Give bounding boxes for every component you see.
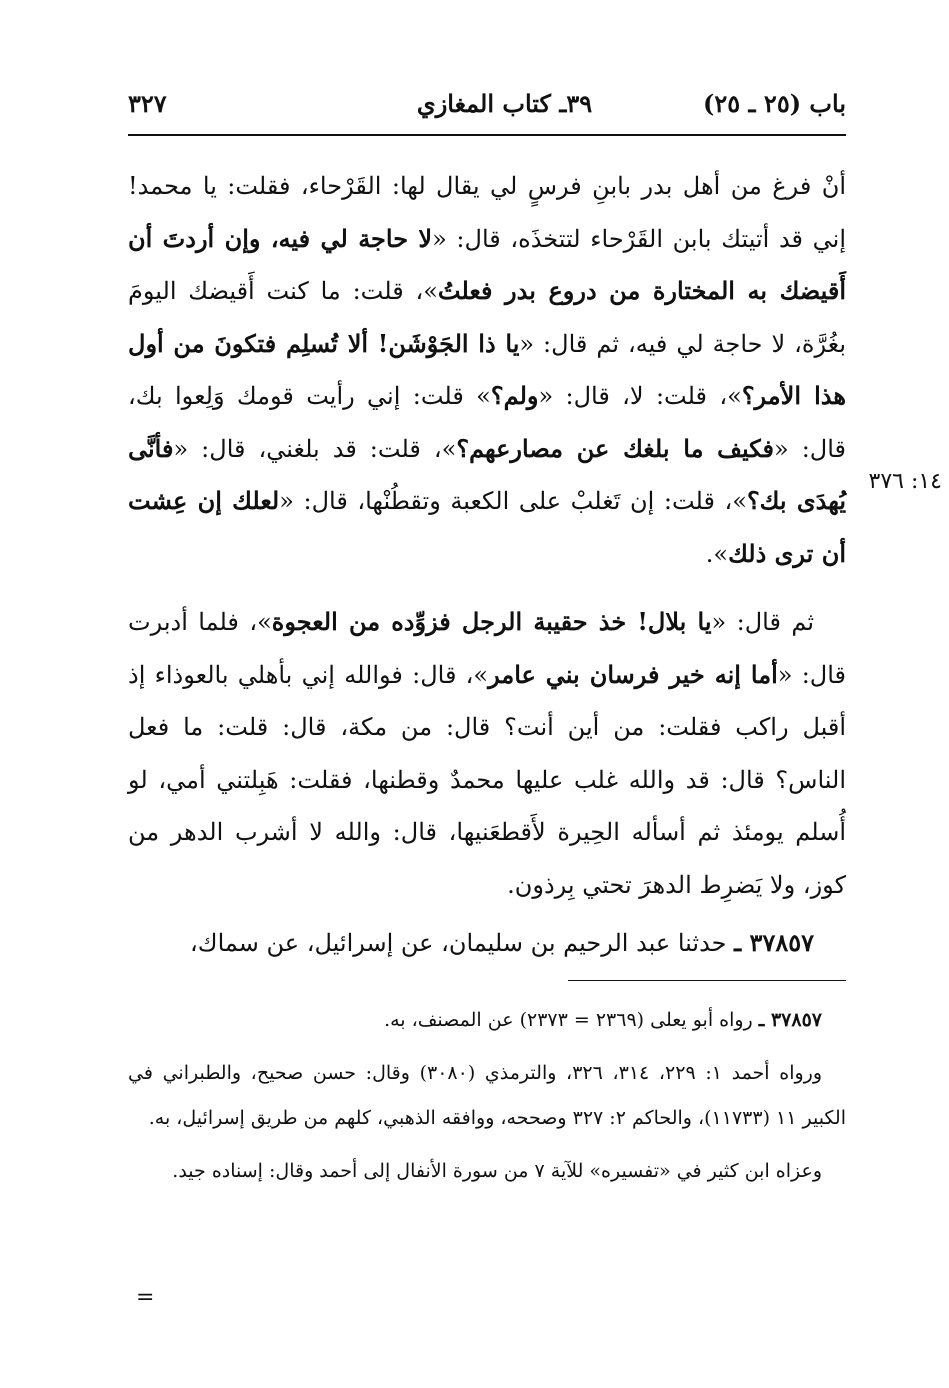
text-run: رواه أبو يعلى (٢٣٦٩ = ٢٣٧٣) عن المصنف، به. xyxy=(384,1009,759,1031)
footnote-divider xyxy=(568,980,846,981)
quote-bold: أما إنه خير فرسان بني عامر xyxy=(488,659,778,689)
header-section: باب (٢٥ ـ ٢٥) xyxy=(703,89,846,118)
text-run: ». xyxy=(705,539,729,568)
footnote-1 xyxy=(128,998,846,1043)
footnotes xyxy=(128,998,846,1194)
footnote-number: ٣٧٨٥٧ ـ xyxy=(758,1009,822,1031)
main-text xyxy=(128,160,846,970)
header-book-title: ٣٩ـ كتاب المغازي xyxy=(416,89,593,118)
text-run: أنْ فرغ من أهل بدر بابنِ فرسٍ لي يقال لها: القَرْحاء، فقلت: يا محمد! إني قد أتيتك بابن القَرْحاء لتتخذَه، قال: « xyxy=(128,172,847,253)
quote-bold: فكيف ما بلغك عن مصارعهم؟ xyxy=(456,433,774,463)
running-header xyxy=(128,84,846,128)
paragraph-1 xyxy=(128,160,846,580)
text-run: ثم قال: « xyxy=(711,608,814,636)
hadith-number: ٣٧٨٥٧ ـ xyxy=(734,928,814,957)
quote-bold: لعلك إن عِشت أن ترى ذلك xyxy=(128,486,846,568)
text-run: »، قال: فوالله إني بأهلي بالعوذاء إذ أقبل راكب فقلت: من أين أنت؟ قال: من مكة، قال: قلت: ما فعل الناس؟ قال: قد والله غلب عليها محمدٌ وقطنها، فقلت: هَبِلتني أمي، لو أُسلم يومئذ ثم أسأله الحِيرة لأَقطعَنيها، قال: والله لا أشرب الدهر من كوز، ولا يَضرِط الدهرَ تحتي بِرذون. xyxy=(128,660,846,899)
text-run: »، فلما أدبرت قال: « xyxy=(128,608,847,689)
text-run: حدثنا عبد الرحيم بن سليمان، عن إسرائيل، عن سماك، xyxy=(190,929,735,957)
margin-reference: ١٤: ٣٧٦ xyxy=(868,469,942,494)
paragraph-3 xyxy=(128,917,846,970)
text-run: »، قلت: لا، قال: « xyxy=(538,382,742,410)
quote-bold: فأنَّى يُهدَى بك؟ xyxy=(128,433,846,515)
page-number: ٣٢٧ xyxy=(128,89,167,118)
header-divider xyxy=(128,134,846,136)
quote-bold: يا ذا الجَوْشَن! ألا تُسلِم فتكونَ من أول هذا الأمر؟ xyxy=(128,328,846,410)
quote-bold: يا بلال! خذ حقيبة الرجل فزوِّده من العجوة xyxy=(271,607,712,636)
text-run: »، قلت: ما كنت أَقيضك اليومَ بغُرَّة، لا حاجة لي فيه، ثم قال: « xyxy=(128,277,846,358)
quote-bold: لا حاجة لي فيه، وإن أردتَ أن أَقيضك به المختارة من دروع بدر فعلتُ xyxy=(128,223,846,305)
continuation-mark: = xyxy=(136,1285,155,1310)
text-run: » قلت: إني رأيت قومك وَلِعوا بك، قال: « xyxy=(128,382,846,463)
footnote-2: ورواه أحمد ١: ٢٢٩، ٣١٤، ٣٢٦، والترمذي (٣٠٨٠) وقال: حسن صحيح، والطبراني في الكبير ١١ (١١٧٣٣)، والحاكم ٢: ٣٢٧ وصححه، ووافقه الذهبي، كلهم من طريق إسرائيل، به. xyxy=(128,1062,846,1129)
paragraph-2 xyxy=(128,596,846,911)
quote-bold: ولم؟ xyxy=(490,381,539,410)
text-run: »، قلت: إن تَغلبْ على الكعبة وتقطُنْها، قال: « xyxy=(279,487,747,515)
text-run: »، قلت: قد بلغني، قال: « xyxy=(173,434,457,463)
footnote-3: وعزاه ابن كثير في «تفسيره» للآية ٧ من سورة الأنفال إلى أحمد وقال: إسناده جيد. xyxy=(172,1160,822,1182)
